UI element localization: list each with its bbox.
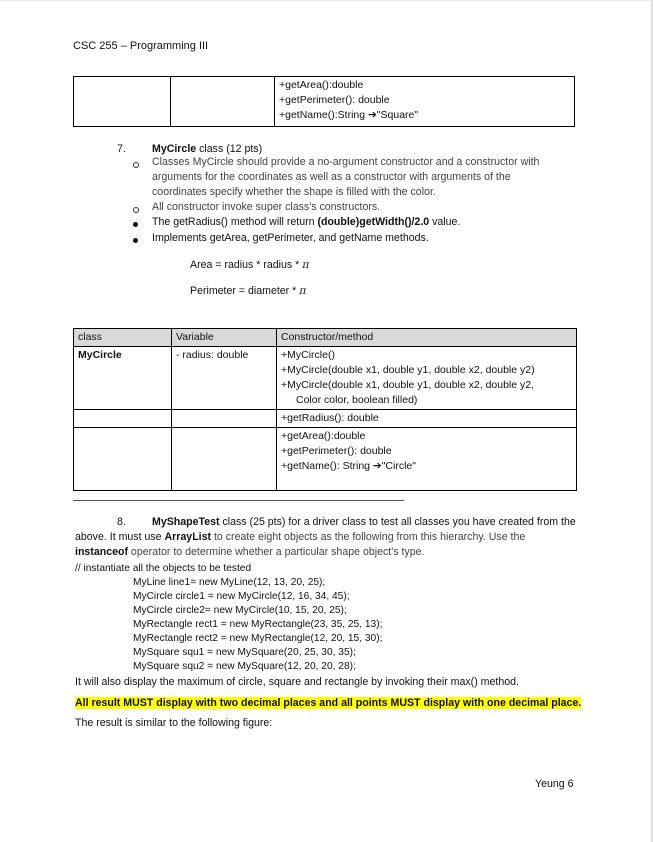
item8-line3 <box>75 545 424 560</box>
code-line: MyLine line1= new MyLine(12, 13, 20, 25); <box>133 577 326 588</box>
header-constructor-method: Constructor/method <box>277 329 577 347</box>
item8-line2-post: to create eight objects as the following from this hierarchy. Use the <box>211 531 526 543</box>
constructors-cell <box>277 347 577 410</box>
bullet-radius-post: value. <box>429 216 461 228</box>
section-divider <box>73 500 404 501</box>
item-number-7: 7. <box>117 143 126 155</box>
solid-bullet-icon <box>133 222 138 227</box>
item8-line3-bold: instanceof <box>75 546 128 558</box>
solid-bullet-icon <box>133 238 138 243</box>
item8-line3-post: operator to determine whether a particular shape object's type. <box>127 546 425 558</box>
method-line: +getArea():double <box>281 430 366 442</box>
radius-method-cell: +getRadius(): double <box>277 410 577 428</box>
bullet-radius-pre: The getRadius() method will return <box>152 216 318 228</box>
constructor-line: Color color, boolean filled) <box>296 394 418 406</box>
item-number-8: 8. <box>117 516 126 528</box>
item8-line2-pre: above. It must use <box>75 531 165 543</box>
bullet-radius-bold: (double)getWidth()/2.0 <box>317 216 430 228</box>
code-line: MySquare squ2 = new MySquare(12, 20, 20, 28); <box>133 661 356 672</box>
pi-symbol: π <box>302 259 310 271</box>
method-line: +getName():String ➔"Square" <box>279 109 419 121</box>
table-header-row <box>74 329 577 347</box>
mycircle-table <box>73 328 577 491</box>
page-footer: Yeung 6 <box>535 778 574 790</box>
method-line: +getPerimeter(): double <box>281 445 392 457</box>
table-row <box>74 77 575 127</box>
header-variable: Variable <box>172 329 277 347</box>
code-comment: // instantiate all the objects to be tested <box>75 563 252 574</box>
bullet-text: All constructor invoke super class's constructors. <box>152 201 381 213</box>
formula-perimeter-text: Perimeter = diameter * <box>190 285 300 297</box>
method-line: +getName(): String ➔"Circle" <box>281 460 416 472</box>
item8-line2-bold: ArrayList <box>164 531 212 543</box>
code-line: MySquare squ1 = new MySquare(20, 25, 30, 35); <box>133 647 356 658</box>
bullet-text: Classes MyCircle should provide a no-argument constructor and a constructor with <box>152 156 540 168</box>
page-header: CSC 255 – Programming III <box>73 40 209 52</box>
table-cell-methods <box>275 77 575 127</box>
method-line: +getArea():double <box>279 79 364 91</box>
formula-area <box>190 258 309 273</box>
result-line: The result is similar to the following figure: <box>75 717 273 729</box>
hollow-bullet-icon <box>133 162 139 168</box>
highlight-text: All result MUST display with two decimal places and all points MUST display with one decimal place. <box>75 697 582 709</box>
table-row <box>74 428 577 491</box>
table-cell-empty <box>171 77 275 127</box>
formula-area-text: Area = radius * radius * <box>190 259 303 271</box>
table-row <box>74 410 577 428</box>
table-cell-empty <box>74 77 171 127</box>
table-row <box>74 347 577 410</box>
formula-perimeter <box>190 284 306 299</box>
constructor-line: +MyCircle(double x1, double y1, double x2, double y2, <box>281 379 535 391</box>
item8-title-bold: MyShapeTest <box>152 516 220 528</box>
max-line: It will also display the maximum of circle, square and rectangle by invoking their max() method. <box>75 676 519 688</box>
bullet-text: coordinates specify whether the shape is filled with the color. <box>152 186 436 198</box>
class-name-cell: MyCircle <box>74 347 172 410</box>
item8-line1-rest: class (25 pts) for a driver class to test all classes you have created from the <box>219 516 576 528</box>
table-cell-empty <box>74 410 172 428</box>
constructor-line: +MyCircle() <box>281 349 335 361</box>
highlighted-requirement <box>75 696 581 711</box>
page-top-edge <box>0 0 653 1</box>
square-table-fragment <box>73 76 575 127</box>
bullet-radius <box>152 215 460 230</box>
table-cell-empty <box>172 410 277 428</box>
variable-cell: - radius: double <box>172 347 277 410</box>
item7-title-rest: class (12 pts) <box>196 143 263 155</box>
table-cell-empty <box>172 428 277 491</box>
header-class: class <box>74 329 172 347</box>
method-line: +getPerimeter(): double <box>279 94 390 106</box>
bullet-text: arguments for the coordinates as well as a constructor with arguments of the <box>152 171 511 183</box>
code-line: MyCircle circle1 = new MyCircle(12, 16, 34, 45); <box>133 591 350 602</box>
table-cell-empty <box>74 428 172 491</box>
hollow-bullet-icon <box>133 207 139 213</box>
item8-line1 <box>152 515 576 530</box>
constructor-line: +MyCircle(double x1, double y1, double x2, double y2) <box>281 364 535 376</box>
item8-line2 <box>75 530 525 545</box>
code-line: MyRectangle rect1 = new MyRectangle(23, 35, 25, 13); <box>133 619 383 630</box>
methods-cell <box>277 428 577 491</box>
bullet-implements: Implements getArea, getPerimeter, and getName methods. <box>152 232 429 244</box>
code-line: MyCircle circle2= new MyCircle(10, 15, 20, 25); <box>133 605 347 616</box>
pi-symbol: π <box>299 285 307 297</box>
item7-title-bold: MyCircle <box>152 143 197 155</box>
code-line: MyRectangle rect2 = new MyRectangle(12, 20, 15, 30); <box>133 633 383 644</box>
